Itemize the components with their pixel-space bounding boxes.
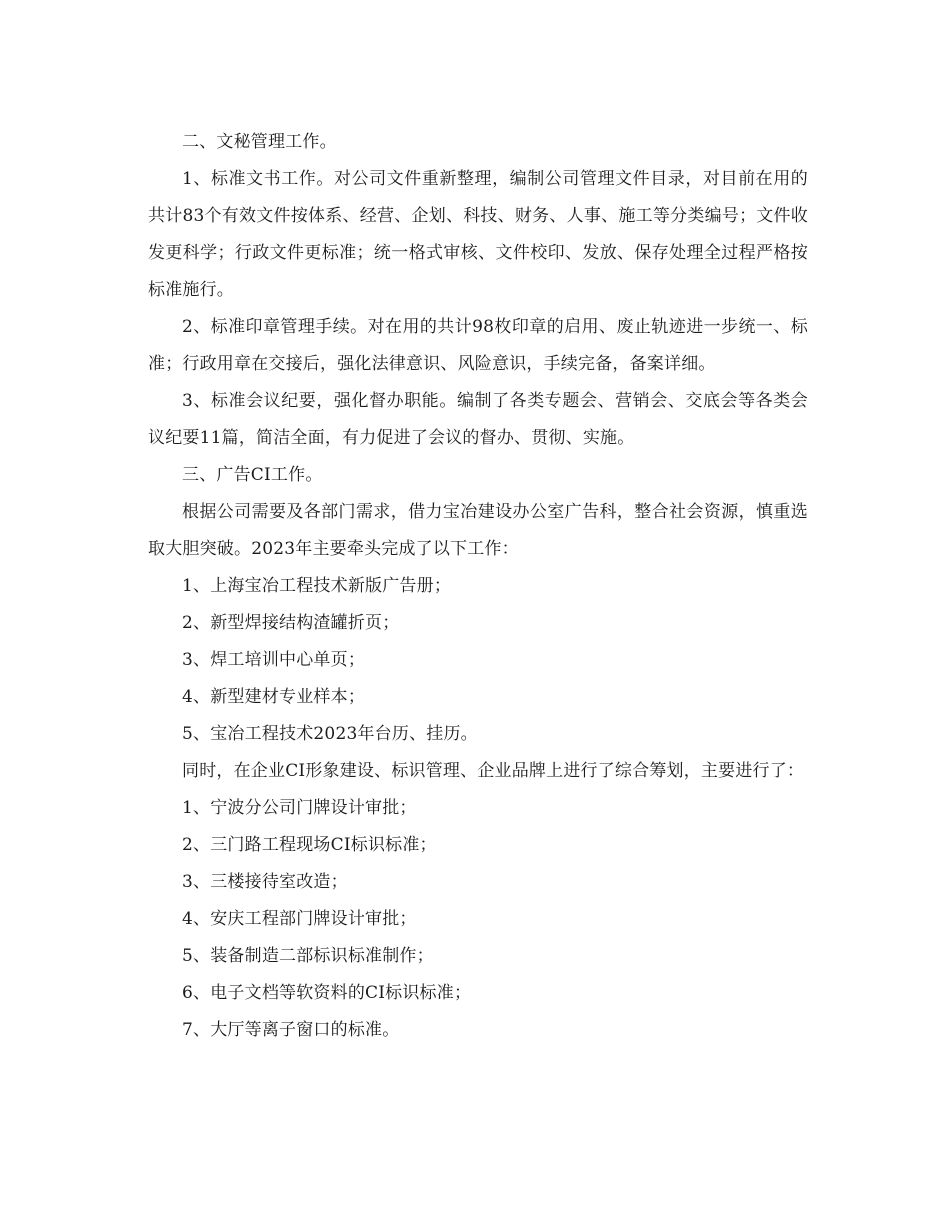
paragraph: 1、标准文书工作。对公司文件重新整理，编制公司管理文件目录，对目前在用的共计83个有效文件按体系、经营、企划、科技、财务、人事、施工等分类编号；文件收发更科学；行政文件更标准；统一格式审核、文件校印、发放、保存处理全过程严格按标准施行。 <box>148 169 808 300</box>
list-item: 2、三门路工程现场CI标识标准； <box>182 835 437 855</box>
list-item: 5、宝冶工程技术2023年台历、挂历。 <box>182 724 478 744</box>
section-heading: 二、文秘管理工作。 <box>182 132 337 152</box>
list-item: 7、大厅等离子窗口的标准。 <box>182 1020 400 1040</box>
list-item: 3、焊工培训中心单页； <box>182 650 366 670</box>
paragraph: 根据公司需要及各部门需求，借力宝冶建设办公室广告科，整合社会资源，慎重选取大胆突破。2023年主要牵头完成了以下工作： <box>148 502 808 559</box>
list-item: 5、装备制造二部标识标准制作； <box>182 946 434 966</box>
document-page <box>148 124 808 1049</box>
paragraph: 3、标准会议纪要，强化督办职能。编制了各类专题会、营销会、交底会等各类会议纪要11篇，简洁全面，有力促进了会议的督办、贯彻、实施。 <box>148 391 808 448</box>
list-item: 4、新型建材专业样本； <box>182 687 366 707</box>
list-item: 4、安庆工程部门牌设计审批； <box>182 909 417 929</box>
section-heading: 三、广告CI工作。 <box>182 465 323 485</box>
list-item: 1、上海宝冶工程技术新版广告册； <box>182 576 452 596</box>
list-item: 2、新型焊接结构渣罐折页； <box>182 613 400 633</box>
paragraph: 2、标准印章管理手续。对在用的共计98枚印章的启用、废止轨迹进一步统一、标准；行政用章在交接后，强化法律意识、风险意识，手续完备，备案详细。 <box>148 317 808 374</box>
list-item: 6、电子文档等软资料的CI标识标准； <box>182 983 472 1003</box>
list-item: 1、宁波分公司门牌设计审批； <box>182 798 417 818</box>
list-item: 3、三楼接待室改造； <box>182 872 348 892</box>
paragraph: 同时，在企业CI形象建设、标识管理、企业品牌上进行了综合筹划，主要进行了： <box>182 761 805 781</box>
